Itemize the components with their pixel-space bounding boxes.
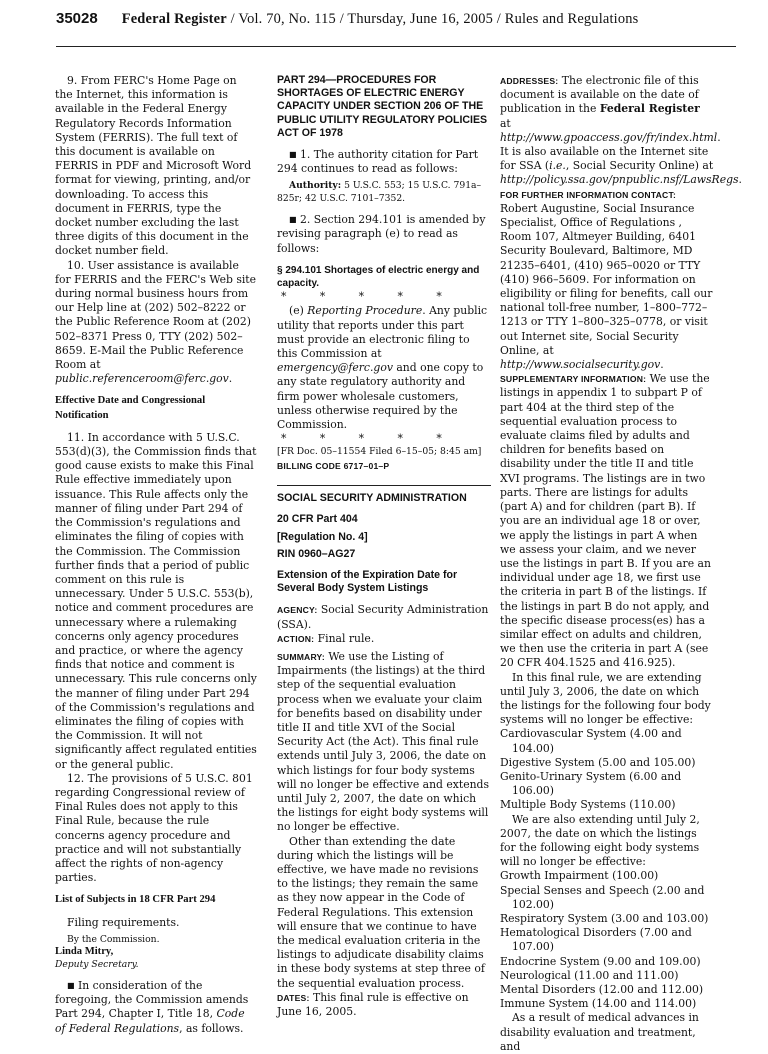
issue-info: / Vol. 70, No. 115 / Thursday, June 16, 2005 / Rules and Regulations	[226, 11, 639, 27]
cfr-title: Code of Federal Regulations	[55, 1007, 245, 1035]
cfr-part: 20 CFR Part 404	[277, 513, 358, 526]
summary-paragraph-2: Other than extending the date during which the listings will be effective, we have made no revisions to the listings; they remain the same as they now appear in the Code of Federal Regulations. This extension will ensure that we continue to have the medical evaluation criteria in the listings to adjudicate disability claims in these body systems at step three of the sequential evaluation process.	[277, 834, 485, 990]
journal-name: Federal Register	[121, 11, 227, 27]
regulation-number: [Regulation No. 4]	[277, 530, 368, 543]
billing-code: BILLING CODE 6717–01–P	[277, 460, 390, 471]
summary-text: We use the Listing of Impairments (the listings) at the third step of the sequential evaluation process when we evaluate your claim for benefits based on disability under title II and title XVI of the Social Security Act (the Act). This final rule extends until July 3, 2006, the date on which listings for four body systems will no longer be effective and extends until July 2, 2007, the date on which the listings for eight body systems will no longer be effective.	[277, 649, 490, 834]
paragraph-9: 9. From FERC's Home Page on the Internet, this information is available in the Federal Energy Regulatory Records Information System (FERRIS). The full text of this document is available on FERRIS in PDF and Microsoft Word format for viewing, printing, and/or downloading. To access this document in FERRIS, type the docket number excluding the last three digits of this document in the docket number field.	[55, 74, 252, 258]
addresses-label: ADDRESSES:	[500, 76, 559, 86]
amendment-1	[277, 148, 491, 176]
paragraph-e	[277, 304, 491, 432]
list-item: Neurological (11.00 and 111.00)	[500, 968, 679, 982]
section-divider	[277, 485, 491, 486]
addresses-text-5: .	[738, 173, 742, 187]
supplementary-paragraph	[500, 372, 714, 670]
part-heading: PART 294—PROCEDURES FOR SHORTAGES OF ELECTRIC ENERGY CAPACITY UNDER SECTION 206 OF THE PUBLIC UTILITY REGULATORY POLICIES ACT OF 1978	[277, 74, 488, 139]
agency-line	[277, 603, 491, 631]
contact-label: FOR FURTHER INFORMATION CONTACT:	[500, 189, 677, 200]
ssa-policy-url-link[interactable]: http://policy.ssa.gov/pnpublic.nsf/LawsRegs	[500, 173, 739, 187]
consideration-end: , as follows.	[179, 1021, 244, 1035]
list-item: Endocrine System (9.00 and 109.00)	[500, 954, 701, 968]
action-label: ACTION:	[277, 633, 315, 644]
page-header	[56, 10, 736, 47]
page-number: 35028	[56, 10, 98, 27]
emergency-email-link[interactable]: emergency@ferc.gov	[277, 361, 393, 375]
summary-paragraph	[277, 650, 491, 835]
rin-number: RIN 0960–AG27	[277, 547, 356, 560]
section-heading: § 294.101 Shortages of electric energy and capacity.	[277, 264, 480, 290]
signer-name: Linda Mitry,	[55, 946, 114, 958]
omission-stars: * * * * *	[281, 432, 457, 446]
consideration-paragraph	[55, 979, 257, 1036]
omission-stars: * * * * *	[281, 290, 457, 304]
square-bullet-icon: ■	[67, 981, 75, 990]
gpoaccess-url-link[interactable]: http://www.gpoaccess.gov/fr/index.html	[500, 130, 718, 144]
amendment-1-text: 1. The authority citation for Part 294 continues to read as follows:	[277, 148, 479, 176]
paragraph-e-text-1: . Any public utility that reports under this part must provide an electronic filing to this Commission at	[277, 304, 488, 361]
addresses-text-1: The electronic file of this document is available on the date of publication in the	[500, 74, 699, 116]
column-left	[55, 74, 257, 1035]
contact-end: .	[660, 358, 664, 372]
list-item: Multiple Body Systems (110.00)	[500, 798, 676, 812]
square-bullet-icon: ■	[289, 215, 297, 225]
list-item: Cardiovascular System (4.00 and 104.00)	[500, 727, 682, 755]
list-item: Special Senses and Speech (2.00 and 102.00)	[500, 883, 705, 911]
column-middle	[277, 74, 491, 1018]
addresses-text-2: at	[500, 116, 511, 130]
by-the-commission: By the Commission.	[67, 933, 160, 945]
amendment-2-text: 2. Section 294.101 is amended by revising paragraph (e) to read as follows:	[277, 213, 486, 255]
list-item: Immune System (14.00 and 114.00)	[500, 997, 697, 1011]
action-line	[277, 632, 491, 646]
summary-label: SUMMARY:	[277, 651, 325, 662]
square-bullet-icon: ■	[289, 150, 297, 160]
signer-title: Deputy Secretary.	[55, 958, 139, 970]
heading-effective-date: Effective Date and Congressional Notification	[55, 395, 206, 421]
socialsecurity-url-link[interactable]: http://www.socialsecurity.gov	[500, 358, 661, 372]
federal-register-name: Federal Register	[599, 102, 700, 116]
subjects-text: Filing requirements.	[67, 915, 180, 929]
list-item: Respiratory System (3.00 and 103.00)	[500, 911, 709, 925]
paragraph-11: 11. In accordance with 5 U.S.C. 553(d)(3), the Commission finds that good cause exists to make this Final Rule effective immediately upon issuance. This Rule affects only the manner of filing under Part 294 of the Commission's regulations and eliminates the filing of copies with the Commission. The Commission further finds that a period of public comment on this rule is unnecessary. Under 5 U.S.C. 553(b), notice and comment procedures are unnecessary where a rulemaking concerns only agency procedures and practice, or where the agency finds that notice and comment is unnecessary. This rule concerns only the manner of filing under Part 294 of the Commission's regulations and eliminates the filing of copies with the Commission. It will not significantly affect regulated entities or the general public.	[55, 430, 257, 771]
authority-label: Authority:	[289, 180, 342, 192]
public-reference-email-link[interactable]: public.referenceroom@ferc.gov	[55, 372, 229, 386]
list-item: Digestive System (5.00 and 105.00)	[500, 755, 696, 769]
paragraph-e-text-2: and one copy to any state regulatory authority and firm power wholesale customers, unless otherwise required by the Commission.	[277, 361, 484, 432]
paragraph-10-text: 10. User assistance is available for FERRIS and the FERC's Web site during normal business hours from our Help line at (202) 502–8222 or the Public Reference Room at (202) 502–8371 Press 0, TTY (202) 502–8659. E-Mail the Public Reference Room at	[55, 258, 257, 372]
fr-doc-line: [FR Doc. 05–11554 Filed 6–15–05; 8:45 am]	[277, 446, 482, 458]
rule-title: Extension of the Expiration Date for Several Body System Listings	[277, 568, 458, 595]
authority-text: 5 U.S.C. 553; 15 U.S.C. 791a–825r; 42 U.S.C. 7101–7352.	[277, 180, 482, 204]
agency-text: Social Security Administration (SSA).	[277, 603, 489, 631]
paragraph-e-label: (e)	[289, 304, 308, 318]
action-text: Final rule.	[314, 631, 375, 645]
contact-paragraph	[500, 202, 714, 372]
authority-citation	[277, 180, 491, 205]
supplementary-text: We use the listings in appendix 1 to subpart P of part 404 at the third step of the sequential evaluation process to evaluate claims filed by adults and children for benefits based on disability under the title II and title XVI programs. The listings are in two parts. There are listings for adults (part A) and for children (part B). If you are an individual age 18 or over, we apply the listings in part A when we assess your claim, and we never use the listings in part B. If you are an individual under age 18, we first use the criteria in part B of the listings. If the listings in part B do not apply, and the specific disease process(es) has a similar effect on adults and children, we then use the criteria in part A (see 20 CFR 404.1525 and 416.925).	[500, 372, 711, 670]
paragraph-10-end: .	[228, 372, 233, 386]
supplementary-label: SUPPLEMENTARY INFORMATION:	[500, 374, 647, 385]
contact-text: Robert Augustine, Social Insurance Specialist, Office of Regulations , Room 107, Altmeyer Building, 6401 Security Boulevard, Baltimore, MD 21235–6401, (410) 965–0020 or TTY (410) 966–5609. For information on eligibility or filing for benefits, call our national toll-free number, 1–800–772–1213 or TTY 1–800–325–0778, or visit out Internet site, Social Security Online, at	[500, 201, 713, 357]
list-item: Mental Disorders (12.00 and 112.00)	[500, 983, 704, 996]
column-right	[500, 74, 742, 1053]
list-item: Growth Impairment (100.00)	[500, 869, 659, 883]
addresses-text-4: , Social Security Online) at	[565, 159, 714, 173]
extension-paragraph-1: In this final rule, we are extending until July 3, 2006, the date on which the listings for the following four body systems will no longer be effective:	[500, 670, 711, 727]
addresses-paragraph	[500, 74, 742, 188]
paragraph-e-title: Reporting Procedure	[307, 304, 423, 318]
heading-list-of-subjects: List of Subjects in 18 CFR Part 294	[55, 894, 216, 906]
dates-label: DATES:	[277, 992, 310, 1003]
ie-abbreviation: i.e.	[549, 159, 566, 173]
paragraph-10	[55, 259, 257, 387]
amendment-2	[277, 213, 491, 256]
agency-heading: SOCIAL SECURITY ADMINISTRATION	[277, 492, 467, 505]
consideration-text: In consideration of the foregoing, the Commission amends Part 294, Chapter I, Title 18,	[55, 979, 249, 1021]
running-head	[122, 11, 639, 28]
extension-paragraph-2: We are also extending until July 2, 2007, the date on which the listings for the following eight body systems will no longer be effective:	[500, 812, 700, 869]
paragraph-12: 12. The provisions of 5 U.S.C. 801 regarding Congressional review of Final Rules does not apply to this Final Rule, because the rule concerns agency procedure and practice and will not substantially affect the rights of non-agency parties.	[55, 771, 253, 885]
addresses-text-3: . It is also available on the Internet site for SSA (	[500, 130, 721, 173]
list-item: Genito-Urinary System (6.00 and 106.00)	[500, 769, 682, 798]
agency-label: AGENCY:	[277, 605, 318, 616]
dates-line	[277, 991, 491, 1019]
closing-paragraph: As a result of medical advances in disability evaluation and treatment, and	[500, 1011, 699, 1053]
list-item: Hematological Disorders (7.00 and 107.00)	[500, 926, 692, 954]
dates-text: This final rule is effective on June 16, 2005.	[277, 990, 469, 1018]
